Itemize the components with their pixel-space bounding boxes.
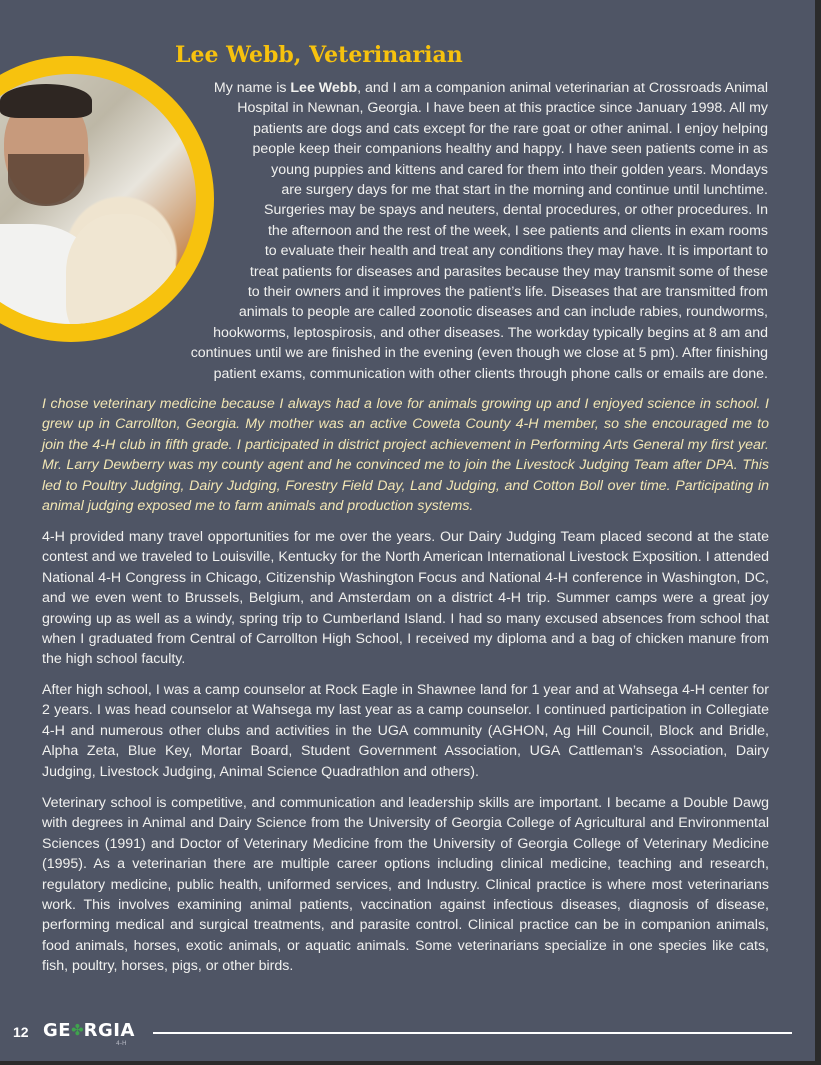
intro-line: the afternoon and the rest of the week, I see patients and clients in exam rooms [267, 222, 768, 239]
intro-line: young puppies and kittens and cared for them into their golden years. Mondays [271, 161, 768, 178]
intro-line: Hospital in Newnan, Georgia. I have been at this practice since January 1998. All my [237, 100, 768, 117]
page-title: Lee Webb, Veterinarian [175, 42, 463, 68]
page-footer [0, 1020, 815, 1050]
intro-line: to their owners and it improves the patient’s life. Diseases that are transmitted from [247, 284, 768, 301]
footer-divider [153, 1032, 792, 1034]
intro-line: people keep their companions healthy and happy. I have seen patients come in as [252, 141, 768, 158]
intro-line: patients are dogs and cats except for the rare goat or other animal. I enjoy helping [252, 120, 768, 137]
intro-line: to evaluate their health and treat any conditions they may have. It is important to [264, 243, 768, 260]
intro-line: continues until we are finished in the evening (even though we close at 5 pm). After finishing [190, 345, 768, 362]
georgia-4h-logo [43, 1020, 135, 1048]
intro-paragraph [0, 78, 768, 384]
paragraph-camp-counselor: After high school, I was a camp counselor at Rock Eagle in Shawnee land for 1 year and at Wahsega 4-H center for 2 years. I was head counselor at Wahsega my last year as a camp counselor. I continued participation in Collegiate 4-H and numerous other clubs and activities in the UGA community (AGHON, Ag Hill Council, Block and Bridle, Alpha Zeta, Blue Key, Mortar Board, Student Government Association, UGA Cattleman’s Association, Dairy Judging, Livestock Judging, Animal Science Quadrathlon and others). [42, 682, 769, 780]
intro-line-text: , and I am a companion animal veterinarian at Crossroads Animal [357, 80, 768, 96]
intro-line: animals to people are called zoonotic diseases and can include rabies, roundworms, [238, 304, 768, 321]
intro-line: Surgeries may be spays and neuters, dental procedures, or other procedures. In [264, 202, 768, 219]
paragraph-why-veterinary: I chose veterinary medicine because I always had a love for animals growing up and I enjoyed science in school. I grew up in Carrollton, Georgia. My mother was an active Coweta County 4-H member, so she encouraged me to join the 4-H club in fifth grade. I participated in district project achievement in Performing Arts General my first year. Mr. Larry Dewberry was my county agent and he convinced me to join the Livestock Judging Team after DPA. This led to Poultry Judging, Dairy Judging, Forestry Field Day, Land Judging, and Cotton Boll over time. Participating in animal judging exposed me to farm animals and production systems. [42, 396, 769, 515]
logo-subtitle: 4-H [116, 1040, 127, 1047]
logo-word-left: GE [43, 1020, 72, 1041]
intro-prefix: My name is [213, 80, 291, 96]
intro-name: Lee Webb [290, 80, 358, 96]
page-number: 12 [13, 1024, 29, 1040]
intro-line: are surgery days for me that start in the morning and continue until lunchtime. [281, 182, 768, 199]
four-leaf-clover-icon: ✤ [71, 1023, 84, 1039]
paragraph-travel: 4-H provided many travel opportunities for me over the years. Our Dairy Judging Team placed second at the state contest and we traveled to Louisville, Kentucky for the North American International Livestock Exposition. I attended National 4-H Congress in Chicago, Citizenship Washington Focus and National 4-H conference in Washington, DC, and we even went to Brussels, Belgium, and Amsterdam on a district 4-H trip. Summer camps were a great joy growing up as well as a windy, spring trip to Cumberland Island. I had so many excused absences from school that when I graduated from Central of Carrollton High School, I received my diploma and a bag of chicken manure from the high school faculty. [42, 529, 769, 668]
intro-line: hookworms, leptospirosis, and other diseases. The workday typically begins at 8 am and [213, 324, 768, 341]
intro-line: patient exams, communication with other clients through phone calls or emails are done. [213, 365, 768, 382]
paragraph-vet-school: Veterinary school is competitive, and communication and leadership skills are important. I became a Double Dawg with degrees in Animal and Dairy Science from the University of Georgia College of Agricultural and Environmental Sciences (1991) and Doctor of Veterinary Medicine from the University of Georgia College of Veterinary Medicine (1995). As a veterinarian there are multiple career options including clinical medicine, teaching and research, regulatory medicine, public health, uniformed services, and Industry. Clinical practice is where most veterinarians work. This involves examining animal patients, vaccination against infectious diseases, diagnosis of disease, performing medical and surgical treatments, and parasite control. Clinical practice can be in companion animals, food animals, horses, exotic animals, or aquatic animals. Some veterinarians specialize in one species like cats, fish, poultry, horses, pigs, or other birds. [42, 795, 769, 975]
logo-word-right: RGIA [83, 1020, 135, 1041]
intro-line: treat patients for diseases and parasites because they may transmit some of these [249, 263, 768, 280]
intro-line [0, 78, 768, 98]
